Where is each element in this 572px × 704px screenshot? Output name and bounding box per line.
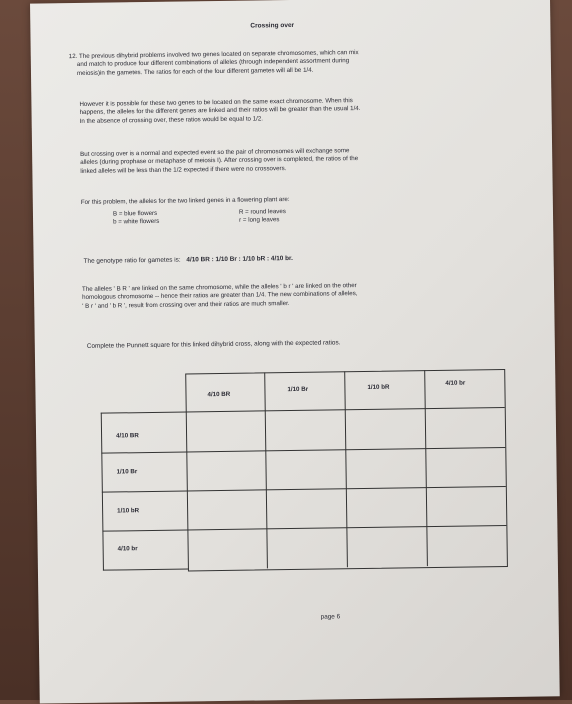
- paragraph-2-line-1: However it is possible for these two genes to be located on the same exact chromosome. When this: [79, 97, 353, 108]
- allele-key-right: [239, 208, 286, 225]
- paragraph-1-line-1: The previous dihybrid problems involved two genes located on separate chromosomes, which can mix: [78, 49, 359, 60]
- grid-line-left-top: [101, 411, 187, 413]
- paragraph-3-line-1: But crossing over is a normal and expected event so the pair of chromosomes will exchange some: [80, 147, 350, 158]
- grid-line-left-bottom: [103, 568, 189, 570]
- col-header-2: 1/10 Br: [287, 385, 309, 394]
- col-header-1: 4/10 BR: [207, 390, 231, 399]
- genotype-label: The genotype ratio for gametes is:: [83, 256, 181, 265]
- paragraph-3-line-3: linked alleles will be less than the 1/2 expected if there were no crossovers.: [80, 164, 287, 175]
- page-number: page 6: [320, 613, 341, 621]
- genotype-ratio-line: [84, 255, 293, 265]
- paragraph-5-line-2: homologous chromosome -- hence their ratios are greater than 1/4. The new combinations of alleles,: [82, 290, 358, 302]
- allele-key-left: [113, 210, 159, 227]
- allele-intro: For this problem, the alleles for the two linked genes in a flowering plant are:: [80, 196, 290, 206]
- row-header-4: 4/10 br: [117, 545, 138, 553]
- allele-b: b = white flowers: [113, 218, 160, 226]
- paragraph-3-line-2: alleles (during prophase or metaphase of meiosis I). After crossing over is completed, the ratios of the: [80, 155, 359, 167]
- paragraph-5-line-3: ' B r ' and ' b R ', result from crossing over and their ratios are much smaller.: [82, 299, 290, 310]
- page-title: Crossing over: [250, 21, 295, 30]
- paragraph-1: [69, 47, 499, 78]
- paragraph-2-line-2: happens, the alleles for the different genes are linked and their ratios will be greater than the usual 1/4.: [79, 105, 361, 117]
- col-header-3: 1/10 bR: [367, 383, 390, 391]
- paragraph-1-line-2: and match to produce four different combinations of alleles (through independent assortment during: [76, 57, 350, 69]
- row-header-3: 1/10 bR: [117, 507, 140, 515]
- paragraph-5-line-1: The alleles ' B R ' are linked on the same chromosome, while the alleles ' b r ' are linked on the other: [81, 282, 357, 293]
- col-header-4: 4/10 br: [445, 379, 466, 387]
- row-header-2: 1/10 Br: [116, 468, 138, 476]
- punnett-instruction: Complete the Punnett square for this linked dihybrid cross, along with the expected ratios.: [86, 339, 341, 350]
- allele-B: B = blue flowers: [112, 209, 158, 218]
- question-number: 12.: [68, 52, 78, 61]
- paragraph-1-line-3: meiosis)in the gametes. The ratios for each of the four different gametes will all be 1/4.: [76, 66, 314, 77]
- allele-r: r = long leaves: [239, 216, 280, 225]
- allele-R: R = round leaves: [238, 208, 286, 216]
- genotype-ratio: 4/10 BR : 1/10 Br : 1/10 bR : 4/10 br.: [186, 254, 293, 264]
- paragraph-3: [80, 145, 510, 176]
- worksheet-page: [30, 0, 560, 704]
- paragraph-2: [79, 95, 509, 126]
- paragraph-5: [82, 280, 512, 311]
- row-header-1: 4/10 BR: [116, 432, 139, 440]
- paragraph-2-line-3: In the absence of crossing over, these ratios would be equal to 1/2.: [79, 114, 264, 125]
